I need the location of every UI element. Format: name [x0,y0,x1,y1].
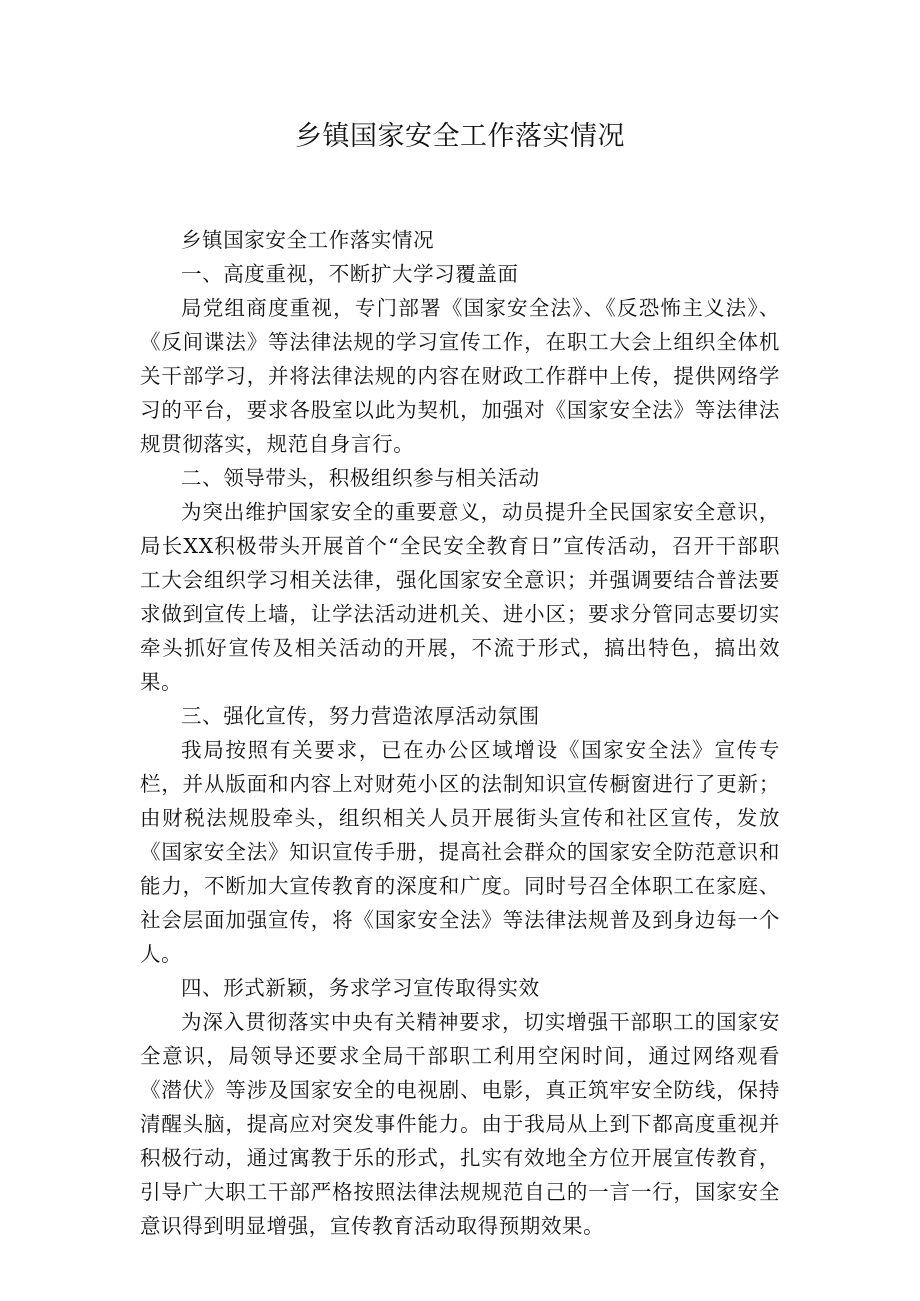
section-heading: 一、高度重视，不断扩大学习覆盖面 [181,262,519,286]
section-heading: 四、形式新颖，务求学习宣传取得实效 [181,976,540,1000]
document-subtitle: 乡镇国家安全工作落实情况 [181,228,435,252]
section-paragraph: 为突出维护国家安全的重要意义，动员提升全民国家安全意识，局长XX积极带头开展首个“全民安全教育日”宣传活动，召开干部职工大会组织学习相关法律，强化国家安全意识；并强调要结合普法要求做到宣传上墙，让学法活动进机关、进小区；要求分管同志要切实牵头抓好宣传及相关活动的开展，不流于形式，搞出特色，搞出效果。 [140,500,780,694]
document-title: 乡镇国家安全工作落实情况 [295,121,625,152]
document-body [140,223,780,1243]
section-heading: 二、领导带头，积极组织参与相关活动 [181,466,540,490]
section-paragraph: 为深入贯彻落实中央有关精神要求，切实增强干部职工的国家安全意识，局领导还要求全局干部职工利用空闲时间，通过网络观看《潜伏》等涉及国家安全的电视剧、电影，真正筑牢安全防线，保持清醒头脑，提高应对突发事件能力。由于我局从上到下都高度重视并积极行动，通过寓教于乐的形式，扎实有效地全方位开展宣传教育，引导广大职工干部严格按照法律法规规范自己的一言一行，国家安全意识得到明显增强，宣传教育活动取得预期效果。 [140,1010,780,1238]
section-paragraph: 我局按照有关要求，已在办公区域增设《国家安全法》宣传专栏，并从版面和内容上对财苑小区的法制知识宣传橱窗进行了更新；由财税法规股牵头，组织相关人员开展街头宣传和社区宣传，发放《国家安全法》知识宣传手册，提高社会群众的国家安全防范意识和能力，不断加大宣传教育的深度和广度。同时号召全体职工在家庭、社会层面加强宣传，将《国家安全法》等法律法规普及到身边每一个人。 [140,738,780,966]
section-heading: 三、强化宣传，努力营造浓厚活动氛围 [181,704,540,728]
section-paragraph: 局党组商度重视，专门部署《国家安全法》、《反恐怖主义法》、《反间谍法》等法律法规的学习宣传工作，在职工大会上组织全体机关干部学习，并将法律法规的内容在财政工作群中上传，提供网络学习的平台，要求各股室以此为契机，加强对《国家安全法》等法律法规贯彻落实，规范自身言行。 [140,296,780,456]
